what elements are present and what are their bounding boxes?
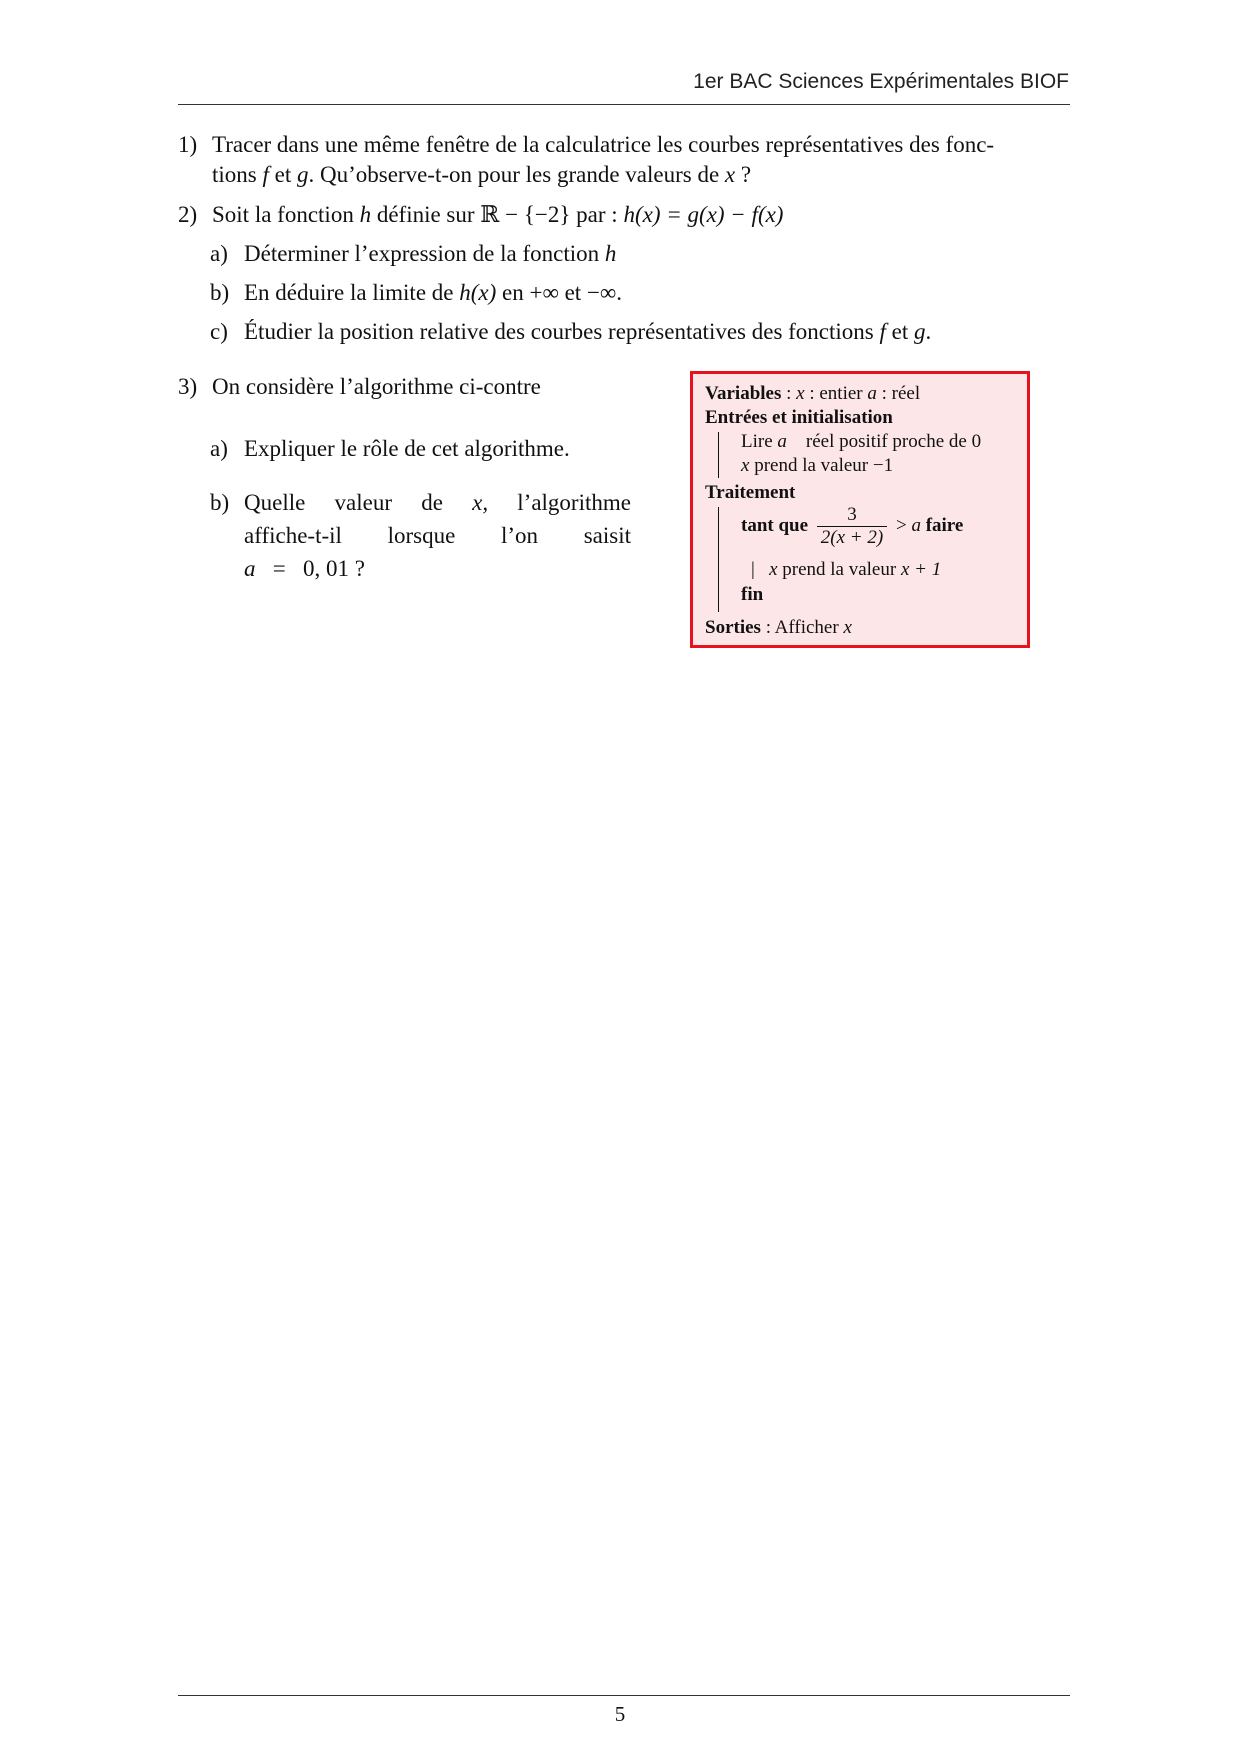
fraction: $\frac{3}{2(x + 2)}$ <box>817 504 887 549</box>
algorithm-box <box>690 371 1030 648</box>
question-1-line-1: Tracer dans une même fenêtre de la calculatrice les courbes représentatives des fonc- <box>212 132 995 157</box>
question-number: 3) <box>178 374 198 399</box>
page-number: 5 <box>614 1702 626 1726</box>
algorithm-read-line: Lire a réel positif proche de 0 <box>741 431 982 452</box>
algorithm-body-line: | x prend la valeur x + 1 <box>751 559 942 580</box>
algorithm-outputs: Sorties : Afficher x <box>705 617 852 638</box>
algorithm-init-line: x prend la valeur −1 <box>741 455 894 476</box>
question-number: 2) <box>178 202 198 227</box>
question-2-text: Soit la fonction h définie sur ℝ − {−2} par : h(x) = g(x) − f(x) <box>212 202 784 227</box>
question-1-line-2: tions f et g. Qu’observe-t-on pour les grande valeurs de x ? <box>212 162 752 187</box>
block-bar <box>718 432 719 478</box>
header-rule <box>178 104 1070 105</box>
formula: h(x) = g(x) − f(x) <box>623 202 784 227</box>
block-bar <box>718 507 719 612</box>
page-header-title: 1er BAC Sciences Expérimentales BIOF <box>693 70 1069 93</box>
algorithm-variables: Variables : x : entier a : réel <box>705 383 921 404</box>
question-number: 1) <box>178 132 198 157</box>
algorithm-processing-heading: Traitement <box>705 482 796 503</box>
algorithm-end-line: fin <box>741 584 764 605</box>
algorithm-while-line: tant que $\frac{3}{2(x + 2)}$ > a faire <box>741 504 964 548</box>
footer-rule <box>178 1695 1070 1696</box>
algorithm-inputs-heading: Entrées et initialisation <box>705 407 893 428</box>
